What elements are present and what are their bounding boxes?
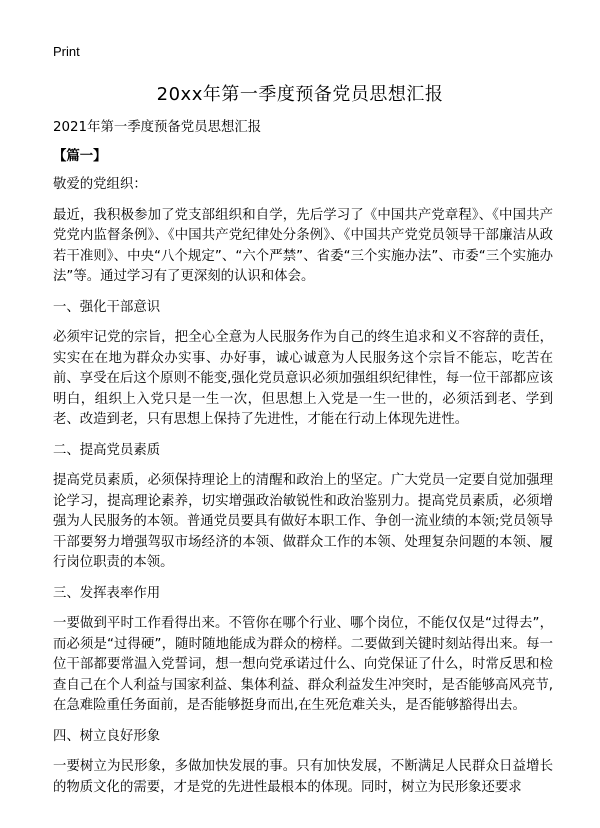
document-body: [53, 118, 553, 808]
section-body: 提高党员素质，必须保持理论上的清醒和政治上的坚定。广大党员一定要自觉加强理论学习，提高理论素养，切实增强政治敏锐性和政治鉴别力。提高党员素质，必须增强为人民服务的本领。普通党员要具有做好本职工作、争创一流业绩的本领;党员领导干部要努力增强驾驭市场经济的本领、做群众工作的本领、处理复杂问题的本领、履行岗位职责的本领。: [53, 473, 553, 570]
section-heading: 四、树立良好形象: [53, 728, 161, 744]
intro-paragraph: 最近，我积极参加了党支部组织和自学，先后学习了《中国共产党章程》、《中国共产党党内监督条例》、《中国共产党纪律处分条例》、《中国共产党党员领导干部廉洁从政若干准则》、中央“八个规定”、“六个严禁”、省委“三个实施办法”、市委“三个实施办法”等。通过学习有了更深刻的认识和体会。: [53, 207, 553, 284]
section-tag: 【篇一】: [53, 148, 107, 164]
section-body: 一要树立为民形象，多做加快发展的事。只有加快发展，不断满足人民群众日益增长的物质文化的需要，才是党的先进性最根本的体现。同时，树立为民形象还要求: [53, 759, 553, 795]
print-link[interactable]: Print: [53, 44, 80, 59]
section-body: 一要做到平时工作看得出来。不管你在哪个行业、哪个岗位，不能仅仅是“过得去”，而必须是“过得硬”，随时随地能成为群众的榜样。二要做到关键时刻站得出来。每一位干部都要常温入党誓词，想一想向党承诺过什么、向党保证了什么，时常反思和检查自己在个人利益与国家利益、集体利益、群众利益发生冲突时，是否能够高风亮节,在急难险重任务面前，是否能够挺身而出,在生死危难关头，是否能够豁得出去。: [53, 616, 553, 713]
section-heading: 一、强化干部意识: [53, 299, 161, 315]
greeting: 敬爱的党组织：: [53, 177, 147, 192]
section-heading: 三、发挥表率作用: [53, 585, 161, 601]
page-title: 20xx年第一季度预备党员思想汇报: [156, 84, 444, 105]
subtitle: 2021年第一季度预备党员思想汇报: [53, 120, 262, 135]
section-body: 必须牢记党的宗旨，把全心全意为人民服务作为自己的终生追求和义不容辞的责任，实实在在地为群众办实事、办好事，诚心诚意为人民服务这个宗旨不能忘，吃苦在前、享受在后这个原则不能变,强化党员意识必须加强组织纪律性，每一位干部都应该明白，组织上入党只是一生一次，但思想上入党是一生一世的，必须活到老、学到老、改造到老，只有思想上保持了先进性，才能在行动上体现先进性。: [53, 330, 553, 427]
section-heading: 二、提高党员素质: [53, 442, 161, 458]
